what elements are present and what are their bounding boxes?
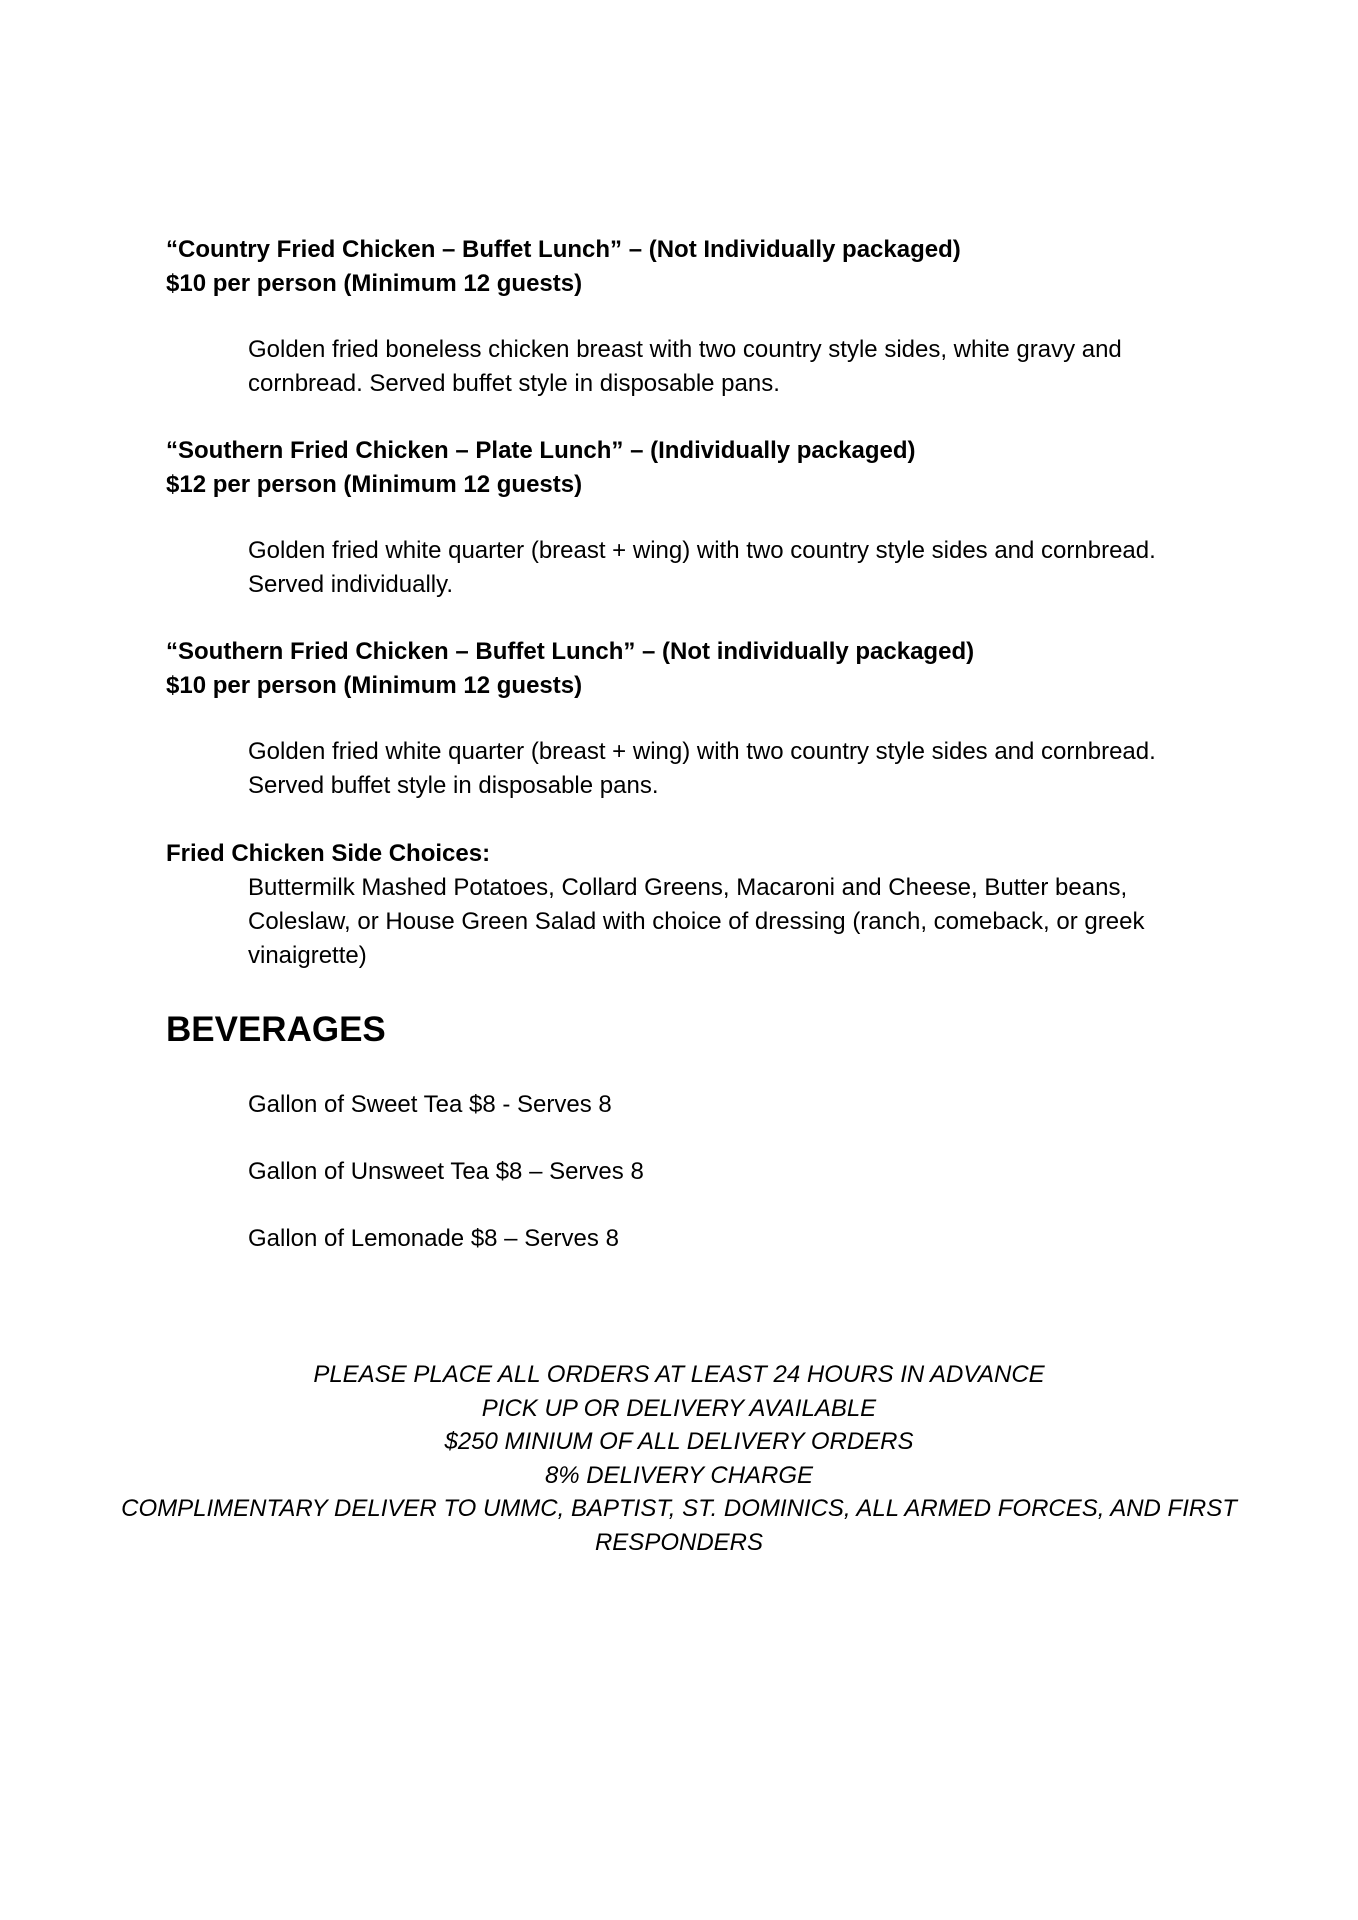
menu-item-description: Golden fried white quarter (breast + wing) with two country style sides and cornbread. Served individually. <box>248 537 1156 598</box>
note-line: $250 MINIUM OF ALL DELIVERY ORDERS <box>444 1428 914 1455</box>
menu-item-price: $10 per person (Minimum 12 guests) <box>166 270 583 297</box>
menu-item-title: “Southern Fried Chicken – Plate Lunch” – (Individually packaged) <box>166 437 916 464</box>
beverage-item: Gallon of Unsweet Tea $8 – Serves 8 <box>248 1158 644 1185</box>
note-line: COMPLIMENTARY DELIVER TO UMMC, BAPTIST, ST. DOMINICS, ALL ARMED FORCES, AND FIRST RESPONDERS <box>121 1495 1237 1556</box>
note-line: PLEASE PLACE ALL ORDERS AT LEAST 24 HOURS IN ADVANCE <box>313 1361 1045 1388</box>
menu-item-price: $12 per person (Minimum 12 guests) <box>166 471 583 498</box>
menu-item-price: $10 per person (Minimum 12 guests) <box>166 672 583 699</box>
sides-title: Fried Chicken Side Choices: <box>166 840 491 867</box>
beverage-item: Gallon of Lemonade $8 – Serves 8 <box>248 1225 619 1252</box>
beverage-item: Gallon of Sweet Tea $8 - Serves 8 <box>248 1091 612 1118</box>
menu-item-description: Golden fried white quarter (breast + wing) with two country style sides and cornbread. Served buffet style in disposable pans. <box>248 738 1156 799</box>
menu-item-description: Golden fried boneless chicken breast with two country style sides, white gravy and cornbread. Served buffet style in disposable pans. <box>248 336 1122 397</box>
sides-description: Buttermilk Mashed Potatoes, Collard Greens, Macaroni and Cheese, Butter beans, Coleslaw, or House Green Salad with choice of dressing (ranch, comeback, or greek vinaigrette) <box>248 874 1145 969</box>
note-line: PICK UP OR DELIVERY AVAILABLE <box>481 1394 877 1422</box>
note-line: 8% DELIVERY CHARGE <box>544 1461 814 1489</box>
beverages-heading: BEVERAGES <box>166 1010 386 1049</box>
menu-item-title: “Country Fried Chicken – Buffet Lunch” – (Not Individually packaged) <box>166 236 961 263</box>
ordering-notes <box>100 1358 1258 1559</box>
menu-item-title: “Southern Fried Chicken – Buffet Lunch” – (Not individually packaged) <box>166 638 975 665</box>
